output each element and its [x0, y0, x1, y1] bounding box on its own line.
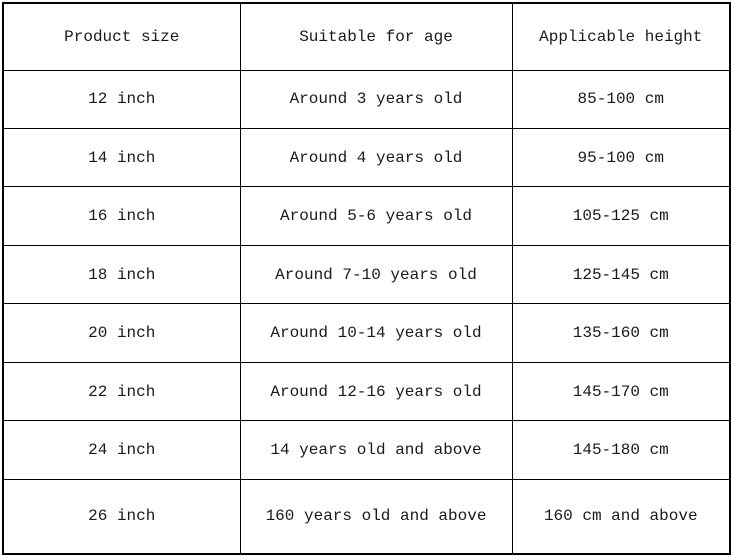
header-applicable-height: Applicable height: [512, 3, 730, 70]
table-row: [3, 479, 730, 554]
header-product-size: Product size: [3, 3, 240, 70]
cell-applicable-height: 85-100 cm: [512, 70, 730, 128]
cell-applicable-height: 105-125 cm: [512, 187, 730, 245]
cell-product-size: 16 inch: [3, 187, 240, 245]
table-row: [3, 187, 730, 245]
cell-product-size: 14 inch: [3, 128, 240, 186]
table-row: [3, 421, 730, 479]
cell-suitable-for-age: 160 years old and above: [240, 479, 512, 554]
table-row: [3, 304, 730, 362]
cell-suitable-for-age: Around 5-6 years old: [240, 187, 512, 245]
cell-applicable-height: 95-100 cm: [512, 128, 730, 186]
cell-suitable-for-age: Around 7-10 years old: [240, 245, 512, 303]
cell-applicable-height: 145-180 cm: [512, 421, 730, 479]
cell-suitable-for-age: Around 12-16 years old: [240, 362, 512, 420]
cell-suitable-for-age: 14 years old and above: [240, 421, 512, 479]
header-suitable-for-age: Suitable for age: [240, 3, 512, 70]
cell-suitable-for-age: Around 4 years old: [240, 128, 512, 186]
cell-product-size: 26 inch: [3, 479, 240, 554]
table-row: [3, 70, 730, 128]
cell-product-size: 18 inch: [3, 245, 240, 303]
table-row: [3, 245, 730, 303]
cell-product-size: 22 inch: [3, 362, 240, 420]
cell-product-size: 20 inch: [3, 304, 240, 362]
cell-applicable-height: 125-145 cm: [512, 245, 730, 303]
table-row: [3, 128, 730, 186]
cell-product-size: 12 inch: [3, 70, 240, 128]
cell-applicable-height: 160 cm and above: [512, 479, 730, 554]
cell-suitable-for-age: Around 3 years old: [240, 70, 512, 128]
cell-applicable-height: 135-160 cm: [512, 304, 730, 362]
header-row: [3, 3, 730, 70]
cell-applicable-height: 145-170 cm: [512, 362, 730, 420]
size-chart-table: [2, 2, 731, 555]
cell-suitable-for-age: Around 10-14 years old: [240, 304, 512, 362]
cell-product-size: 24 inch: [3, 421, 240, 479]
table-row: [3, 362, 730, 420]
